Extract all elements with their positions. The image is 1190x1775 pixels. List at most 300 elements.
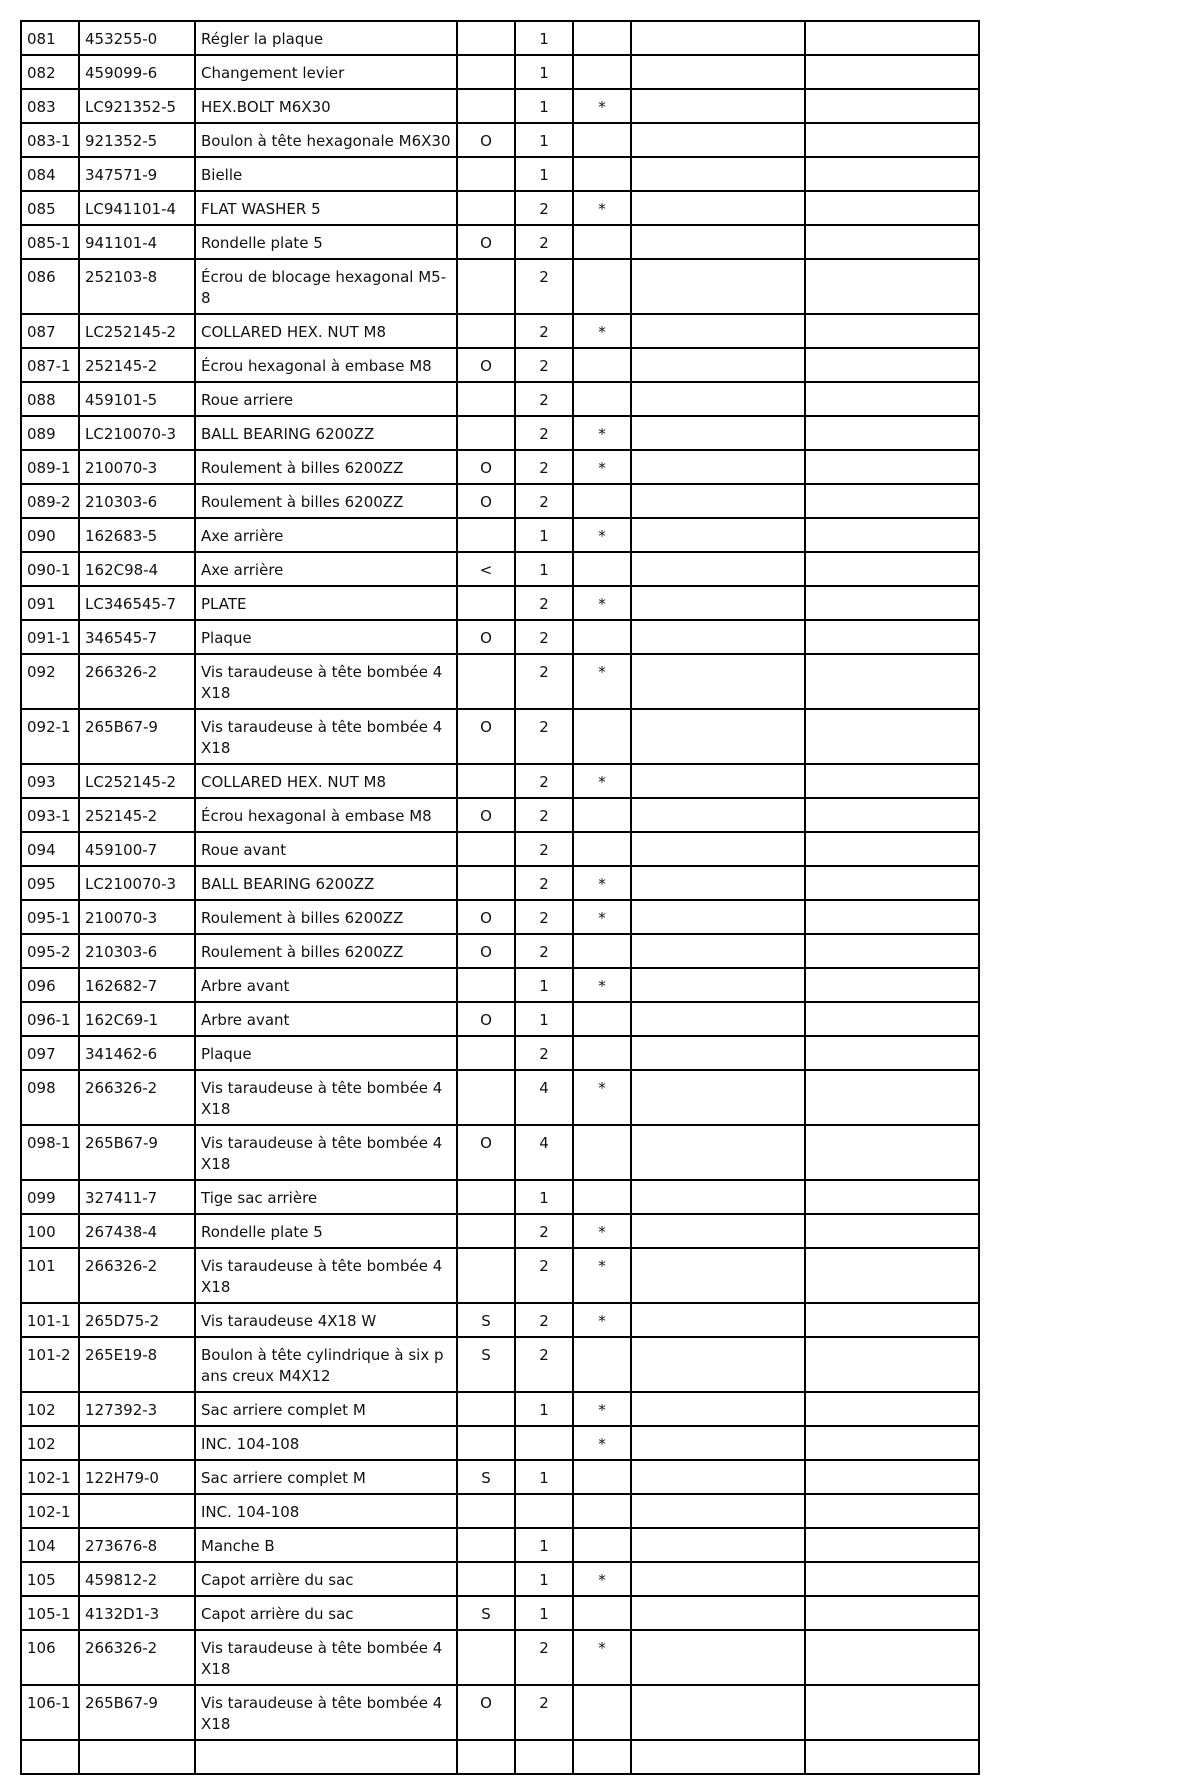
flag-cell: S	[457, 1337, 515, 1392]
item-number-cell: 093	[21, 764, 79, 798]
mark-cell: *	[573, 89, 631, 123]
part-number-cell: LC210070-3	[79, 416, 195, 450]
table-row	[21, 1002, 979, 1036]
description-cell: Sac arriere complet M	[195, 1392, 457, 1426]
part-number-cell: 252145-2	[79, 348, 195, 382]
table-row	[21, 382, 979, 416]
item-number-cell: 101	[21, 1248, 79, 1303]
part-number-cell: 210070-3	[79, 900, 195, 934]
mark-cell: *	[573, 416, 631, 450]
blank-cell	[631, 518, 805, 552]
flag-cell: O	[457, 620, 515, 654]
item-number-cell: 096	[21, 968, 79, 1002]
description-cell: Rondelle plate 5	[195, 225, 457, 259]
blank-cell	[805, 450, 979, 484]
blank-cell	[631, 1303, 805, 1337]
blank-cell	[631, 1562, 805, 1596]
quantity-cell: 1	[515, 1180, 573, 1214]
table-row	[21, 1036, 979, 1070]
blank-cell	[631, 968, 805, 1002]
description-cell: Écrou hexagonal à embase M8	[195, 798, 457, 832]
quantity-cell	[515, 1426, 573, 1460]
blank-cell	[805, 1248, 979, 1303]
flag-cell	[457, 518, 515, 552]
description-cell: Boulon à tête hexagonale M6X30	[195, 123, 457, 157]
part-number-cell: 327411-7	[79, 1180, 195, 1214]
blank-cell	[631, 1036, 805, 1070]
blank-cell	[805, 1125, 979, 1180]
part-number-cell: LC941101-4	[79, 191, 195, 225]
mark-cell: *	[573, 450, 631, 484]
table-row	[21, 654, 979, 709]
part-number-cell: 453255-0	[79, 21, 195, 55]
mark-cell: *	[573, 764, 631, 798]
quantity-cell: 1	[515, 21, 573, 55]
quantity-cell: 2	[515, 866, 573, 900]
blank-cell	[805, 21, 979, 55]
table-row	[21, 900, 979, 934]
mark-cell	[573, 382, 631, 416]
blank-cell	[805, 1630, 979, 1685]
quantity-cell: 2	[515, 586, 573, 620]
quantity-cell	[515, 1740, 573, 1774]
part-number-cell: 162C69-1	[79, 1002, 195, 1036]
mark-cell: *	[573, 968, 631, 1002]
flag-cell: S	[457, 1303, 515, 1337]
item-number-cell: 094	[21, 832, 79, 866]
quantity-cell: 1	[515, 1460, 573, 1494]
description-cell: Axe arrière	[195, 518, 457, 552]
item-number-cell: 101-1	[21, 1303, 79, 1337]
blank-cell	[631, 1180, 805, 1214]
blank-cell	[631, 484, 805, 518]
mark-cell: *	[573, 1426, 631, 1460]
description-cell: FLAT WASHER 5	[195, 191, 457, 225]
item-number-cell: 102-1	[21, 1494, 79, 1528]
mark-cell: *	[573, 1630, 631, 1685]
mark-cell: *	[573, 586, 631, 620]
table-row	[21, 1392, 979, 1426]
parts-table	[20, 20, 980, 1775]
quantity-cell: 1	[515, 55, 573, 89]
blank-cell	[805, 1392, 979, 1426]
blank-cell	[805, 1562, 979, 1596]
mark-cell	[573, 832, 631, 866]
description-cell: Axe arrière	[195, 552, 457, 586]
blank-cell	[805, 798, 979, 832]
quantity-cell: 2	[515, 382, 573, 416]
description-cell: Plaque	[195, 620, 457, 654]
flag-cell: O	[457, 450, 515, 484]
blank-cell	[805, 123, 979, 157]
blank-cell	[631, 450, 805, 484]
mark-cell	[573, 709, 631, 764]
flag-cell	[457, 968, 515, 1002]
item-number-cell: 092	[21, 654, 79, 709]
flag-cell: O	[457, 123, 515, 157]
blank-cell	[631, 1337, 805, 1392]
flag-cell	[457, 1180, 515, 1214]
flag-cell	[457, 1740, 515, 1774]
mark-cell: *	[573, 1392, 631, 1426]
mark-cell	[573, 259, 631, 314]
flag-cell: O	[457, 1125, 515, 1180]
flag-cell	[457, 832, 515, 866]
part-number-cell: LC252145-2	[79, 764, 195, 798]
item-number-cell: 095-2	[21, 934, 79, 968]
blank-cell	[805, 382, 979, 416]
mark-cell	[573, 934, 631, 968]
item-number-cell: 105	[21, 1562, 79, 1596]
part-number-cell: 265E19-8	[79, 1337, 195, 1392]
flag-cell	[457, 416, 515, 450]
blank-cell	[805, 89, 979, 123]
blank-cell	[805, 1740, 979, 1774]
quantity-cell: 1	[515, 89, 573, 123]
item-number-cell: 093-1	[21, 798, 79, 832]
mark-cell: *	[573, 1562, 631, 1596]
blank-cell	[805, 259, 979, 314]
description-cell: COLLARED HEX. NUT M8	[195, 314, 457, 348]
blank-cell	[631, 55, 805, 89]
part-number-cell: 210303-6	[79, 934, 195, 968]
description-cell: Écrou de blocage hexagonal M5-8	[195, 259, 457, 314]
description-cell: Vis taraudeuse à tête bombée 4X18	[195, 1248, 457, 1303]
blank-cell	[805, 654, 979, 709]
part-number-cell: 267438-4	[79, 1214, 195, 1248]
table-row	[21, 709, 979, 764]
part-number-cell	[79, 1494, 195, 1528]
part-number-cell: 252145-2	[79, 798, 195, 832]
blank-cell	[631, 1460, 805, 1494]
part-number-cell: 341462-6	[79, 1036, 195, 1070]
table-row	[21, 1337, 979, 1392]
description-cell: Régler la plaque	[195, 21, 457, 55]
flag-cell	[457, 55, 515, 89]
item-number-cell: 102	[21, 1426, 79, 1460]
flag-cell	[457, 259, 515, 314]
quantity-cell: 2	[515, 225, 573, 259]
quantity-cell: 1	[515, 552, 573, 586]
quantity-cell: 1	[515, 1002, 573, 1036]
blank-cell	[631, 552, 805, 586]
description-cell: Roue arriere	[195, 382, 457, 416]
quantity-cell: 2	[515, 764, 573, 798]
description-cell: COLLARED HEX. NUT M8	[195, 764, 457, 798]
quantity-cell: 2	[515, 1685, 573, 1740]
flag-cell	[457, 764, 515, 798]
item-number-cell: 089	[21, 416, 79, 450]
mark-cell	[573, 1596, 631, 1630]
quantity-cell: 2	[515, 314, 573, 348]
part-number-cell: 266326-2	[79, 1630, 195, 1685]
item-number-cell: 089-1	[21, 450, 79, 484]
flag-cell	[457, 1392, 515, 1426]
mark-cell	[573, 55, 631, 89]
blank-cell	[631, 1125, 805, 1180]
table-row	[21, 1214, 979, 1248]
blank-cell	[631, 89, 805, 123]
flag-cell: O	[457, 934, 515, 968]
table-row	[21, 552, 979, 586]
table-row	[21, 586, 979, 620]
blank-cell	[805, 866, 979, 900]
mark-cell	[573, 1002, 631, 1036]
description-cell: Manche B	[195, 1528, 457, 1562]
quantity-cell: 1	[515, 1528, 573, 1562]
mark-cell	[573, 1125, 631, 1180]
flag-cell	[457, 21, 515, 55]
description-cell: Capot arrière du sac	[195, 1562, 457, 1596]
flag-cell: O	[457, 900, 515, 934]
part-number-cell	[79, 1740, 195, 1774]
part-number-cell: 459099-6	[79, 55, 195, 89]
table-row	[21, 968, 979, 1002]
mark-cell: *	[573, 1248, 631, 1303]
item-number-cell: 091-1	[21, 620, 79, 654]
mark-cell	[573, 225, 631, 259]
item-number-cell: 106-1	[21, 1685, 79, 1740]
mark-cell: *	[573, 191, 631, 225]
description-cell: Écrou hexagonal à embase M8	[195, 348, 457, 382]
item-number-cell: 084	[21, 157, 79, 191]
table-row	[21, 123, 979, 157]
blank-cell	[631, 832, 805, 866]
item-number-cell: 098-1	[21, 1125, 79, 1180]
table-row	[21, 832, 979, 866]
description-cell: Roue avant	[195, 832, 457, 866]
blank-cell	[631, 348, 805, 382]
blank-cell	[631, 709, 805, 764]
table-row	[21, 89, 979, 123]
mark-cell	[573, 21, 631, 55]
table-row	[21, 1070, 979, 1125]
blank-cell	[631, 314, 805, 348]
blank-cell	[805, 1337, 979, 1392]
blank-cell	[805, 191, 979, 225]
blank-cell	[805, 1002, 979, 1036]
blank-cell	[805, 1528, 979, 1562]
blank-cell	[805, 709, 979, 764]
quantity-cell: 1	[515, 1392, 573, 1426]
blank-cell	[805, 1036, 979, 1070]
blank-cell	[805, 552, 979, 586]
quantity-cell: 1	[515, 1596, 573, 1630]
blank-cell	[805, 1214, 979, 1248]
blank-cell	[805, 1070, 979, 1125]
flag-cell: <	[457, 552, 515, 586]
part-number-cell: 162C98-4	[79, 552, 195, 586]
blank-cell	[631, 1630, 805, 1685]
item-number-cell: 106	[21, 1630, 79, 1685]
blank-cell	[805, 586, 979, 620]
mark-cell: *	[573, 900, 631, 934]
item-number-cell: 098	[21, 1070, 79, 1125]
item-number-cell: 087	[21, 314, 79, 348]
flag-cell	[457, 1528, 515, 1562]
blank-cell	[631, 225, 805, 259]
flag-cell	[457, 1426, 515, 1460]
description-cell: Roulement à billes 6200ZZ	[195, 934, 457, 968]
table-row	[21, 314, 979, 348]
mark-cell	[573, 798, 631, 832]
blank-cell	[805, 1596, 979, 1630]
blank-cell	[631, 586, 805, 620]
part-number-cell: 265D75-2	[79, 1303, 195, 1337]
blank-cell	[631, 21, 805, 55]
flag-cell: O	[457, 1002, 515, 1036]
table-row	[21, 764, 979, 798]
mark-cell: *	[573, 654, 631, 709]
blank-cell	[805, 314, 979, 348]
description-cell: Vis taraudeuse à tête bombée 4X18	[195, 709, 457, 764]
blank-cell	[631, 123, 805, 157]
flag-cell: O	[457, 1685, 515, 1740]
blank-cell	[805, 55, 979, 89]
part-number-cell: LC210070-3	[79, 866, 195, 900]
description-cell: Roulement à billes 6200ZZ	[195, 900, 457, 934]
mark-cell	[573, 1460, 631, 1494]
quantity-cell: 2	[515, 259, 573, 314]
part-number-cell: 921352-5	[79, 123, 195, 157]
quantity-cell: 2	[515, 620, 573, 654]
table-row	[21, 1460, 979, 1494]
part-number-cell: 273676-8	[79, 1528, 195, 1562]
description-cell: Capot arrière du sac	[195, 1596, 457, 1630]
table-row	[21, 1303, 979, 1337]
mark-cell	[573, 348, 631, 382]
part-number-cell: 347571-9	[79, 157, 195, 191]
quantity-cell: 1	[515, 123, 573, 157]
item-number-cell: 082	[21, 55, 79, 89]
description-cell: Roulement à billes 6200ZZ	[195, 450, 457, 484]
mark-cell	[573, 1685, 631, 1740]
flag-cell: S	[457, 1596, 515, 1630]
item-number-cell: 087-1	[21, 348, 79, 382]
part-number-cell: 265B67-9	[79, 709, 195, 764]
item-number-cell: 102	[21, 1392, 79, 1426]
flag-cell	[457, 157, 515, 191]
item-number-cell: 104	[21, 1528, 79, 1562]
item-number-cell	[21, 1740, 79, 1774]
description-cell: Roulement à billes 6200ZZ	[195, 484, 457, 518]
blank-cell	[805, 1426, 979, 1460]
mark-cell	[573, 1528, 631, 1562]
quantity-cell: 1	[515, 157, 573, 191]
table-row	[21, 1180, 979, 1214]
flag-cell: O	[457, 484, 515, 518]
table-row	[21, 1562, 979, 1596]
description-cell: Vis taraudeuse 4X18 W	[195, 1303, 457, 1337]
blank-cell	[805, 1685, 979, 1740]
part-number-cell: 265B67-9	[79, 1125, 195, 1180]
part-number-cell: 210303-6	[79, 484, 195, 518]
table-row	[21, 620, 979, 654]
blank-cell	[805, 225, 979, 259]
blank-cell	[805, 968, 979, 1002]
item-number-cell: 086	[21, 259, 79, 314]
quantity-cell: 2	[515, 1248, 573, 1303]
part-number-cell: 4132D1-3	[79, 1596, 195, 1630]
item-number-cell: 099	[21, 1180, 79, 1214]
item-number-cell: 085	[21, 191, 79, 225]
part-number-cell: 266326-2	[79, 1070, 195, 1125]
blank-cell	[631, 259, 805, 314]
blank-cell	[631, 1248, 805, 1303]
flag-cell: O	[457, 348, 515, 382]
part-number-cell: 265B67-9	[79, 1685, 195, 1740]
blank-cell	[631, 654, 805, 709]
item-number-cell: 088	[21, 382, 79, 416]
item-number-cell: 083-1	[21, 123, 79, 157]
table-row	[21, 518, 979, 552]
description-cell: Vis taraudeuse à tête bombée 4X18	[195, 1125, 457, 1180]
item-number-cell: 095	[21, 866, 79, 900]
item-number-cell: 101-2	[21, 1337, 79, 1392]
mark-cell	[573, 1337, 631, 1392]
blank-cell	[631, 1070, 805, 1125]
flag-cell: O	[457, 798, 515, 832]
flag-cell	[457, 654, 515, 709]
flag-cell: S	[457, 1460, 515, 1494]
item-number-cell: 083	[21, 89, 79, 123]
part-number-cell: 266326-2	[79, 1248, 195, 1303]
item-number-cell: 100	[21, 1214, 79, 1248]
blank-cell	[631, 798, 805, 832]
blank-cell	[631, 900, 805, 934]
quantity-cell: 2	[515, 348, 573, 382]
blank-cell	[805, 1303, 979, 1337]
blank-cell	[631, 191, 805, 225]
table-row	[21, 934, 979, 968]
blank-cell	[805, 832, 979, 866]
part-number-cell: 252103-8	[79, 259, 195, 314]
mark-cell	[573, 123, 631, 157]
flag-cell	[457, 1214, 515, 1248]
flag-cell	[457, 1562, 515, 1596]
item-number-cell: 095-1	[21, 900, 79, 934]
flag-cell	[457, 89, 515, 123]
mark-cell	[573, 157, 631, 191]
blank-cell	[631, 866, 805, 900]
mark-cell: *	[573, 314, 631, 348]
blank-cell	[631, 764, 805, 798]
table-row	[21, 866, 979, 900]
table-row	[21, 157, 979, 191]
table-row	[21, 1248, 979, 1303]
item-number-cell: 089-2	[21, 484, 79, 518]
blank-cell	[805, 764, 979, 798]
table-row	[21, 1125, 979, 1180]
table-row	[21, 1740, 979, 1774]
table-row	[21, 259, 979, 314]
description-cell: Plaque	[195, 1036, 457, 1070]
blank-cell	[805, 620, 979, 654]
table-row	[21, 798, 979, 832]
item-number-cell: 102-1	[21, 1460, 79, 1494]
blank-cell	[631, 1002, 805, 1036]
mark-cell: *	[573, 1303, 631, 1337]
blank-cell	[631, 382, 805, 416]
item-number-cell: 081	[21, 21, 79, 55]
mark-cell	[573, 1036, 631, 1070]
quantity-cell: 2	[515, 1337, 573, 1392]
mark-cell	[573, 620, 631, 654]
mark-cell	[573, 1740, 631, 1774]
quantity-cell: 2	[515, 654, 573, 709]
blank-cell	[631, 1494, 805, 1528]
quantity-cell: 2	[515, 450, 573, 484]
